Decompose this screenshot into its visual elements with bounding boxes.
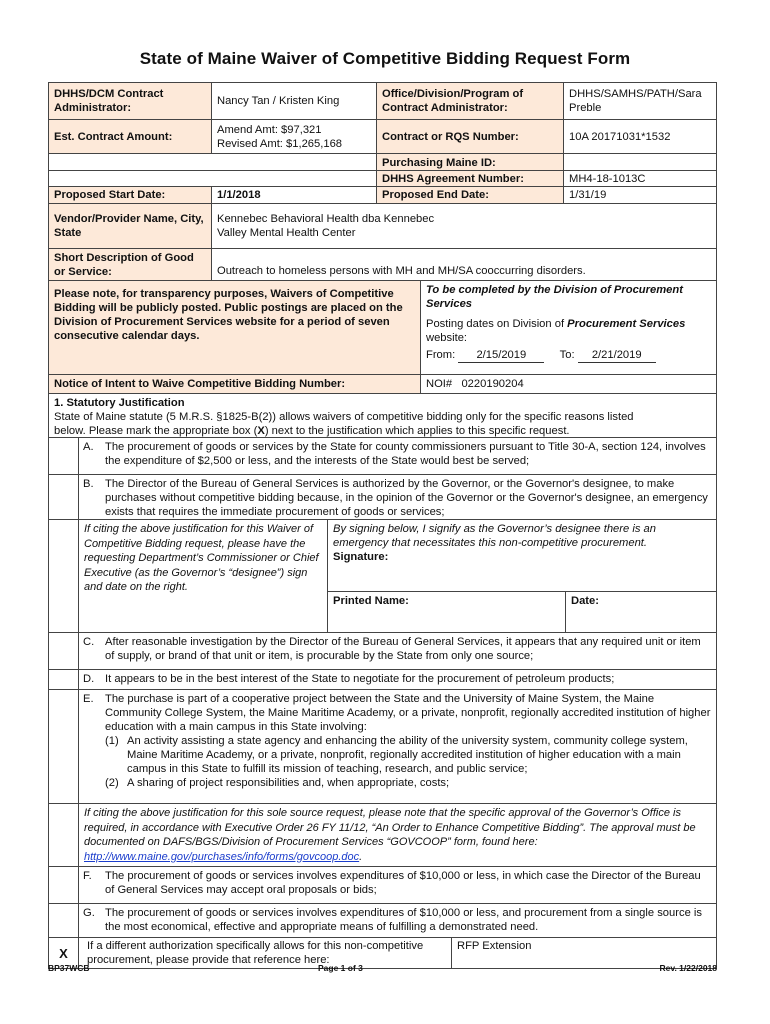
agreement-value[interactable]: MH4-18-1013C [569, 173, 646, 185]
printed-name-field[interactable]: Printed Name: [328, 592, 566, 632]
intro-part-c: ) next to the justification which applies to this specific request. [264, 425, 570, 437]
waiver-form [48, 82, 717, 969]
option-c-text: After reasonable investigation by the Director of the Bureau of General Services, it appears that any required unit or item of supply, or brand of that unit or item, is procurable by the State from only one source; [105, 636, 701, 662]
amount-label: Est. Contract Amount: [49, 120, 212, 153]
signature-field[interactable]: Signature: [333, 551, 389, 563]
noi-value: 0220190204 [461, 378, 524, 390]
other-value[interactable]: RFP Extension [457, 940, 532, 952]
amount-amend: Amend Amt: $97,321 [217, 123, 322, 136]
option-b-text: The Director of the Bureau of General Services is authorized by the Governor, or the Governor's designee, to make purchases without competitive bidding because, in the opinion of the Governor or the Governor's designee, an emergency exists that requires the immediate procurement of goods or services; [105, 478, 708, 518]
blank-cell [49, 171, 377, 186]
office-value[interactable]: DHHS/SAMHS/PATH/Sara Preble [569, 88, 702, 114]
to-complete-note: To be completed by the Division of Procurement Services [426, 284, 683, 310]
contract-label: Contract or RQS Number: [377, 120, 564, 153]
option-b [48, 475, 717, 520]
posting-dates-text [426, 317, 711, 345]
option-b-side-note: If citing the above justification for this Waiver of Competitive Bidding request, please have the requesting Department’s Commissioner or Chief Executive (as the Governor’s “designee”) sign and date on the right. [79, 520, 328, 632]
option-b-checkbox[interactable] [49, 475, 79, 519]
to-date[interactable]: 2/21/2019 [578, 348, 656, 363]
option-c [48, 633, 717, 670]
option-b-signature [48, 520, 717, 633]
page-title: State of Maine Waiver of Competitive Bidding Request Form [139, 49, 631, 68]
e2-text: A sharing of project responsibilities and, when appropriate, costs; [127, 777, 450, 789]
form-id: BP37WCB [48, 963, 90, 973]
option-d-checkbox[interactable] [49, 670, 79, 689]
pm-id-label: Purchasing Maine ID: [377, 154, 564, 170]
intro-part-x: X [257, 425, 265, 437]
option-f-text: The procurement of goods or services involves expenditures of $10,000 or less, in which case the Director of the Bureau of General Services may accept oral proposals or bids; [105, 870, 701, 896]
option-e-text: The purchase is part of a cooperative project between the State and the University of Maine System, the Maine Community College System, the Maine Maritime Academy, or a private, nonprofit, regionally accredited institution of higher education with a main campus in this State involving: [105, 693, 711, 733]
option-f-checkbox[interactable] [49, 867, 79, 903]
noi-field[interactable] [421, 375, 716, 393]
other-text: If a different authorization specifically allows for this non-competitive procurement, please provide that reference here: [79, 938, 452, 968]
from-label: From: [426, 349, 456, 361]
option-d-letter: D. [83, 673, 95, 685]
e2-num: (2) [105, 777, 119, 789]
pm-id-value[interactable] [564, 154, 716, 170]
option-g-text: The procurement of goods or services involves expenditures of $10,000 or less, and procurement from a single source is the most economical, effective and appropriate means of fulfilling a demonstrated need. [105, 907, 702, 933]
statutory-intro-1: State of Maine statute (5 M.R.S. §1825-B(2)) allows waivers of competitive bidding only for the specific reasons listed [54, 411, 634, 423]
vendor-line-1: Kennebec Behavioral Health dba Kennebec [217, 213, 435, 225]
govcoop-link[interactable]: http://www.maine.gov/purchases/info/forms/govcoop.doc [84, 850, 360, 863]
statutory-heading: 1. Statutory Justification [54, 397, 185, 409]
option-e-checkbox[interactable] [49, 690, 79, 803]
option-g [48, 904, 717, 938]
sign-statement: By signing below, I signify as the Governor’s designee there is an emergency that necessitates this non-competitive procurement. [333, 523, 656, 549]
option-c-checkbox[interactable] [49, 633, 79, 669]
date-field[interactable]: Date: [571, 595, 599, 607]
blank-cell [49, 154, 377, 170]
option-a-checkbox[interactable] [49, 438, 79, 474]
option-g-checkbox[interactable] [49, 904, 79, 937]
end-label: Proposed End Date: [377, 187, 564, 203]
gutter [49, 520, 79, 632]
admin-value[interactable]: Nancy Tan / Kristen King [212, 83, 377, 119]
posting-box [421, 281, 716, 374]
from-date[interactable]: 2/15/2019 [458, 348, 544, 363]
option-a-text: The procurement of goods or services by the State for county commissioners pursuant to Title 30-A, section 124, involves the expenditure of $2,500 or less, and the interests of the State would best be served; [105, 441, 706, 467]
vendor-line-2: Valley Mental Health Center [217, 227, 356, 239]
gutter [49, 804, 79, 866]
statutory-intro-2 [54, 424, 711, 438]
option-b-letter: B. [83, 478, 94, 490]
vendor-label: Vendor/Provider Name, City, State [49, 204, 212, 248]
posting-dates-bold: Procurement Services [567, 318, 686, 330]
start-label: Proposed Start Date: [49, 187, 212, 203]
option-other [48, 938, 717, 969]
page-number: Page 1 of 3 [318, 963, 363, 973]
revision: Rev. 1/22/2018 [659, 963, 717, 973]
option-d-text: It appears to be in the best interest of the State to negotiate for the procurement of petroleum products; [105, 673, 615, 685]
contract-value[interactable]: 10A 20171031*1532 [569, 130, 671, 143]
option-e [48, 690, 717, 804]
noi-prefix: NOI# [426, 378, 453, 390]
admin-label: DHHS/DCM Contract Administrator: [49, 83, 212, 119]
option-e-note: If citing the above justification for this sole source request, please note that the specific approval of the Governor’s Office is required, in accordance with Executive Order 26 FY 11/12, “An Order to Enhance Competitive Bidding”. The approval must be documented on DAFS/BGS/Division of Procurement Services “GOVCOOP” form, found here: http://www.maine.gov/purchases/info/forms/govcoop.doc. [48, 804, 717, 867]
option-other-checkbox[interactable]: X [49, 938, 79, 968]
e1-num: (1) [105, 735, 119, 747]
statutory-section [48, 394, 717, 438]
posting-notice: Please note, for transparency purposes, Waivers of Competitive Bidding will be publicly posted. Public postings are placed on the Division of Procurement Services website for a period of seven consecutive calendar days. [49, 281, 421, 374]
option-e-letter: E. [83, 693, 94, 705]
option-a [48, 438, 717, 475]
amount-value[interactable] [212, 120, 377, 153]
e1-text: An activity assisting a state agency and enhancing the ability of the university system, community college system, Maine Maritime Academy, or a private, nonprofit, regionally accredited institution of higher education with a main campus in this State to fulfill its mission of teaching, research, and public service; [127, 735, 688, 775]
e-note-text: If citing the above justification for this sole source request, please note that the specific approval of the Governor’s Office is required, in accordance with Executive Order 26 FY 11/12, “An Order to Enhance Competitive Bidding”. The approval must be documented on DAFS/BGS/Division of Procurement Services “GOVCOOP” form, found here: [84, 807, 696, 848]
end-value[interactable]: 1/31/19 [569, 189, 607, 201]
posting-dates-prefix: Posting dates on Division of [426, 318, 565, 330]
desc-label: Short Description of Good or Service: [49, 249, 212, 280]
vendor-value[interactable] [212, 204, 716, 248]
option-f [48, 867, 717, 904]
desc-value[interactable]: Outreach to homeless persons with MH and MH/SA cooccurring disorders. [217, 265, 586, 277]
posting-dates-suffix: website: [426, 332, 468, 344]
posting-date-range [426, 348, 711, 363]
agreement-label: DHHS Agreement Number: [377, 171, 564, 186]
option-c-letter: C. [83, 636, 95, 648]
noi-label: Notice of Intent to Waive Competitive Bidding Number: [49, 375, 421, 393]
amount-revised: Revised Amt: $1,265,168 [217, 137, 343, 150]
start-value[interactable]: 1/1/2018 [212, 187, 377, 203]
option-g-letter: G. [83, 907, 95, 919]
option-a-letter: A. [83, 441, 94, 453]
to-label: To: [559, 349, 575, 361]
intro-part-a: below. Please mark the appropriate box ( [54, 425, 258, 437]
office-label: Office/Division/Program of Contract Administrator: [377, 83, 564, 119]
option-d [48, 670, 717, 690]
option-f-letter: F. [83, 870, 92, 882]
